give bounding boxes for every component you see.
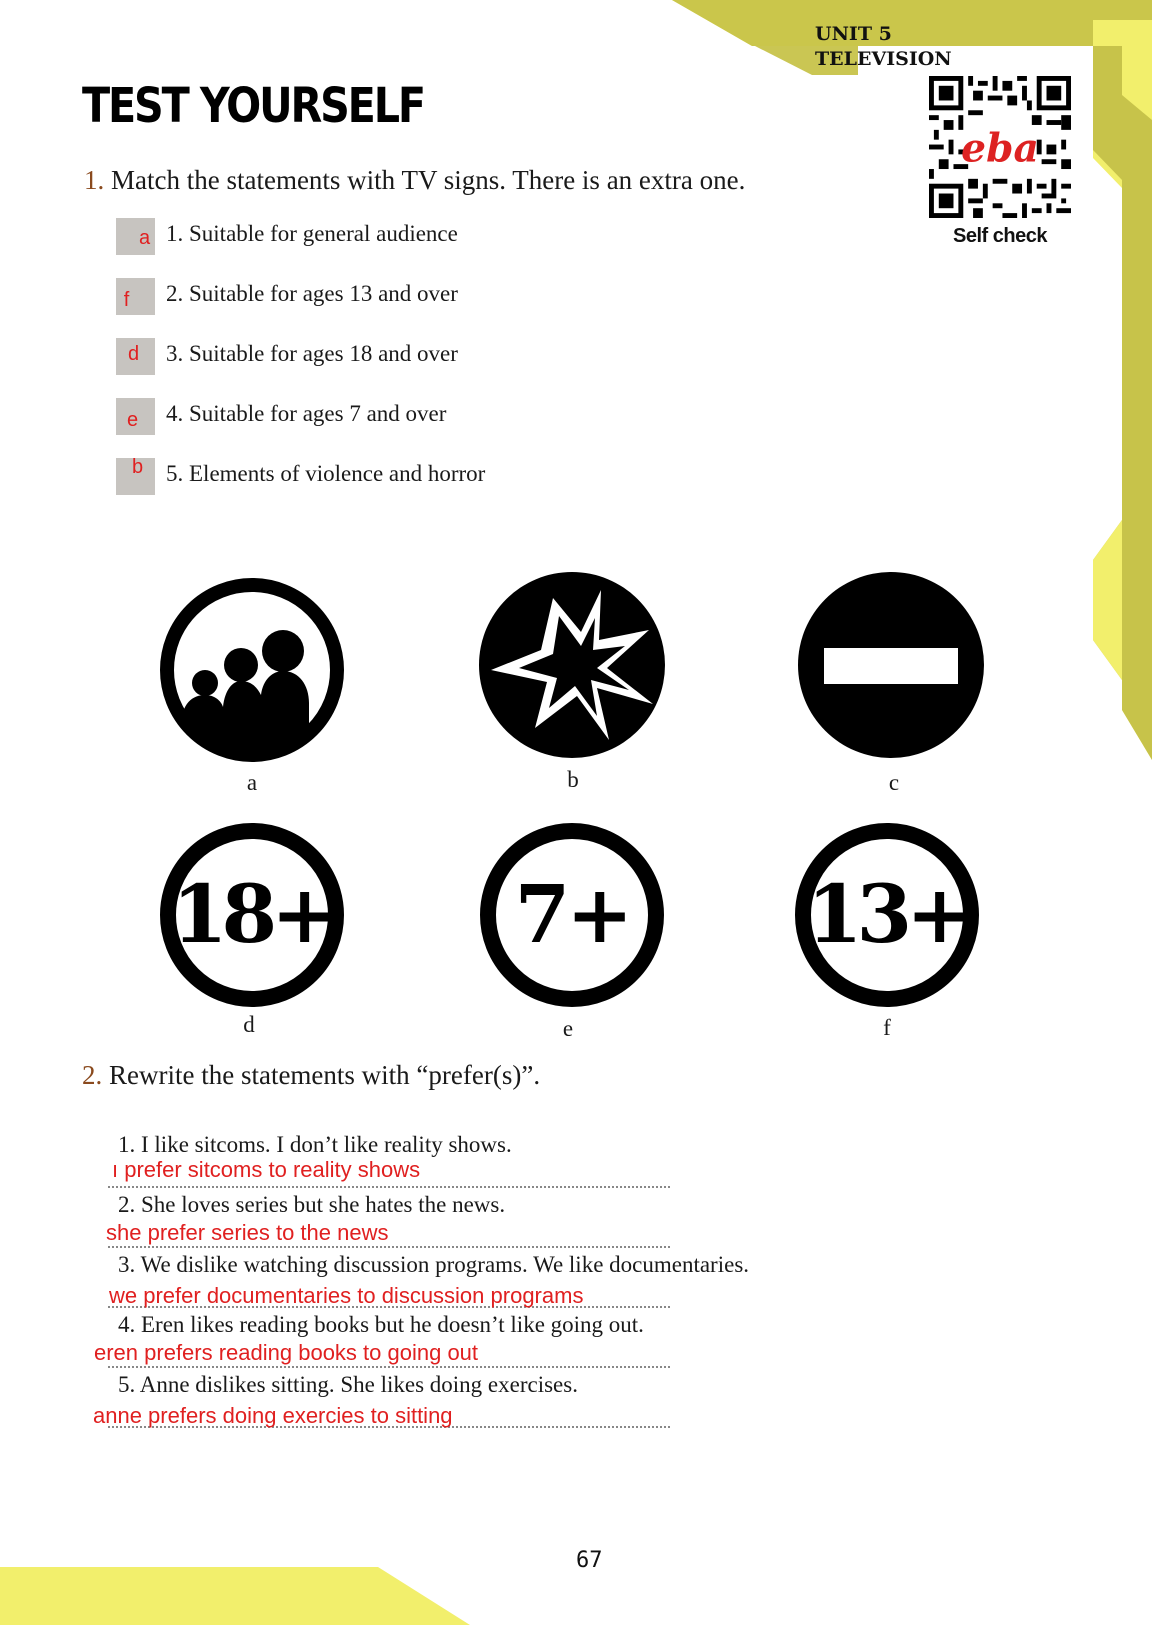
rewrite-statement: 3. We dislike watching discussion programs. We like documentaries.: [118, 1252, 750, 1277]
page-title: TEST YOURSELF: [82, 78, 424, 134]
answer-line[interactable]: [108, 1246, 670, 1248]
match-statement: 4. Suitable for ages 7 and over: [166, 401, 447, 426]
exercise-2-instruction: Rewrite the statements with “prefer(s)”.: [109, 1060, 541, 1090]
sign-label: d: [243, 1012, 255, 1037]
page-number: 67: [576, 1548, 603, 1573]
age-rating-icon: [157, 820, 347, 1010]
match-statement: 1. Suitable for general audience: [166, 221, 458, 246]
qr-code[interactable]: [929, 76, 1071, 218]
unit-header: [815, 22, 952, 72]
rewrite-statement: 1. I like sitcoms. I don’t like reality shows.: [118, 1132, 512, 1157]
sign-label: c: [888, 770, 900, 795]
exercise-1-heading: [84, 165, 745, 196]
exercise-2-number: 2.: [82, 1060, 103, 1090]
sign-label: e: [562, 1016, 574, 1041]
rewrite-statement: 2. She loves series but she hates the news.: [118, 1192, 506, 1217]
match-statement: 3. Suitable for ages 18 and over: [166, 341, 458, 366]
age-rating-icon: [477, 820, 667, 1010]
answer-letter: e: [126, 409, 139, 431]
handwritten-answer: anne prefers doing exercies to sitting: [93, 1403, 453, 1428]
rating-text: 7+: [514, 867, 630, 961]
answer-letter: d: [127, 343, 140, 365]
age-rating-icon: [792, 820, 982, 1010]
answer-box[interactable]: [116, 338, 155, 375]
explosion-icon: [477, 570, 667, 760]
no-entry-icon: [796, 570, 986, 760]
answer-letter: f: [123, 289, 130, 311]
match-statement: 5. Elements of violence and horror: [166, 461, 486, 486]
exercise-1-instruction: Match the statements with TV signs. There is an extra one.: [111, 165, 746, 195]
answer-box[interactable]: [116, 398, 155, 435]
sign-label: b: [567, 767, 579, 792]
rating-text: 13+: [806, 867, 968, 961]
exercise-1-number: 1.: [84, 165, 105, 195]
unit-label: UNIT 5: [815, 23, 892, 45]
eba-logo: eba: [961, 125, 1039, 172]
handwritten-answer: we prefer documentaries to discussion programs: [109, 1283, 584, 1308]
rewrite-statement: 5. Anne dislikes sitting. She likes doing exercises.: [118, 1372, 578, 1397]
rating-text: 18+: [171, 867, 333, 961]
rewrite-statement: 4. Eren likes reading books but he doesn’t like going out.: [118, 1312, 644, 1337]
exercise-2-heading: [82, 1060, 540, 1091]
answer-line[interactable]: [108, 1366, 670, 1368]
answer-box[interactable]: [116, 458, 155, 495]
answer-line[interactable]: [108, 1186, 670, 1188]
handwritten-answer: she prefer series to the news: [106, 1220, 389, 1245]
answer-box[interactable]: [116, 278, 155, 315]
handwritten-answer: ı prefer sitcoms to reality shows: [112, 1157, 421, 1182]
answer-box[interactable]: [116, 218, 155, 255]
handwritten-answer: eren prefers reading books to going out: [94, 1340, 479, 1365]
sign-label: a: [246, 770, 258, 795]
answer-letter: a: [138, 227, 151, 249]
sign-label: f: [883, 1015, 891, 1040]
family-icon: [157, 575, 347, 765]
unit-topic: TELEVISION: [815, 48, 952, 70]
self-check-caption: Self check: [953, 225, 1047, 247]
match-statement: 2. Suitable for ages 13 and over: [166, 281, 458, 306]
answer-letter: b: [131, 456, 144, 478]
